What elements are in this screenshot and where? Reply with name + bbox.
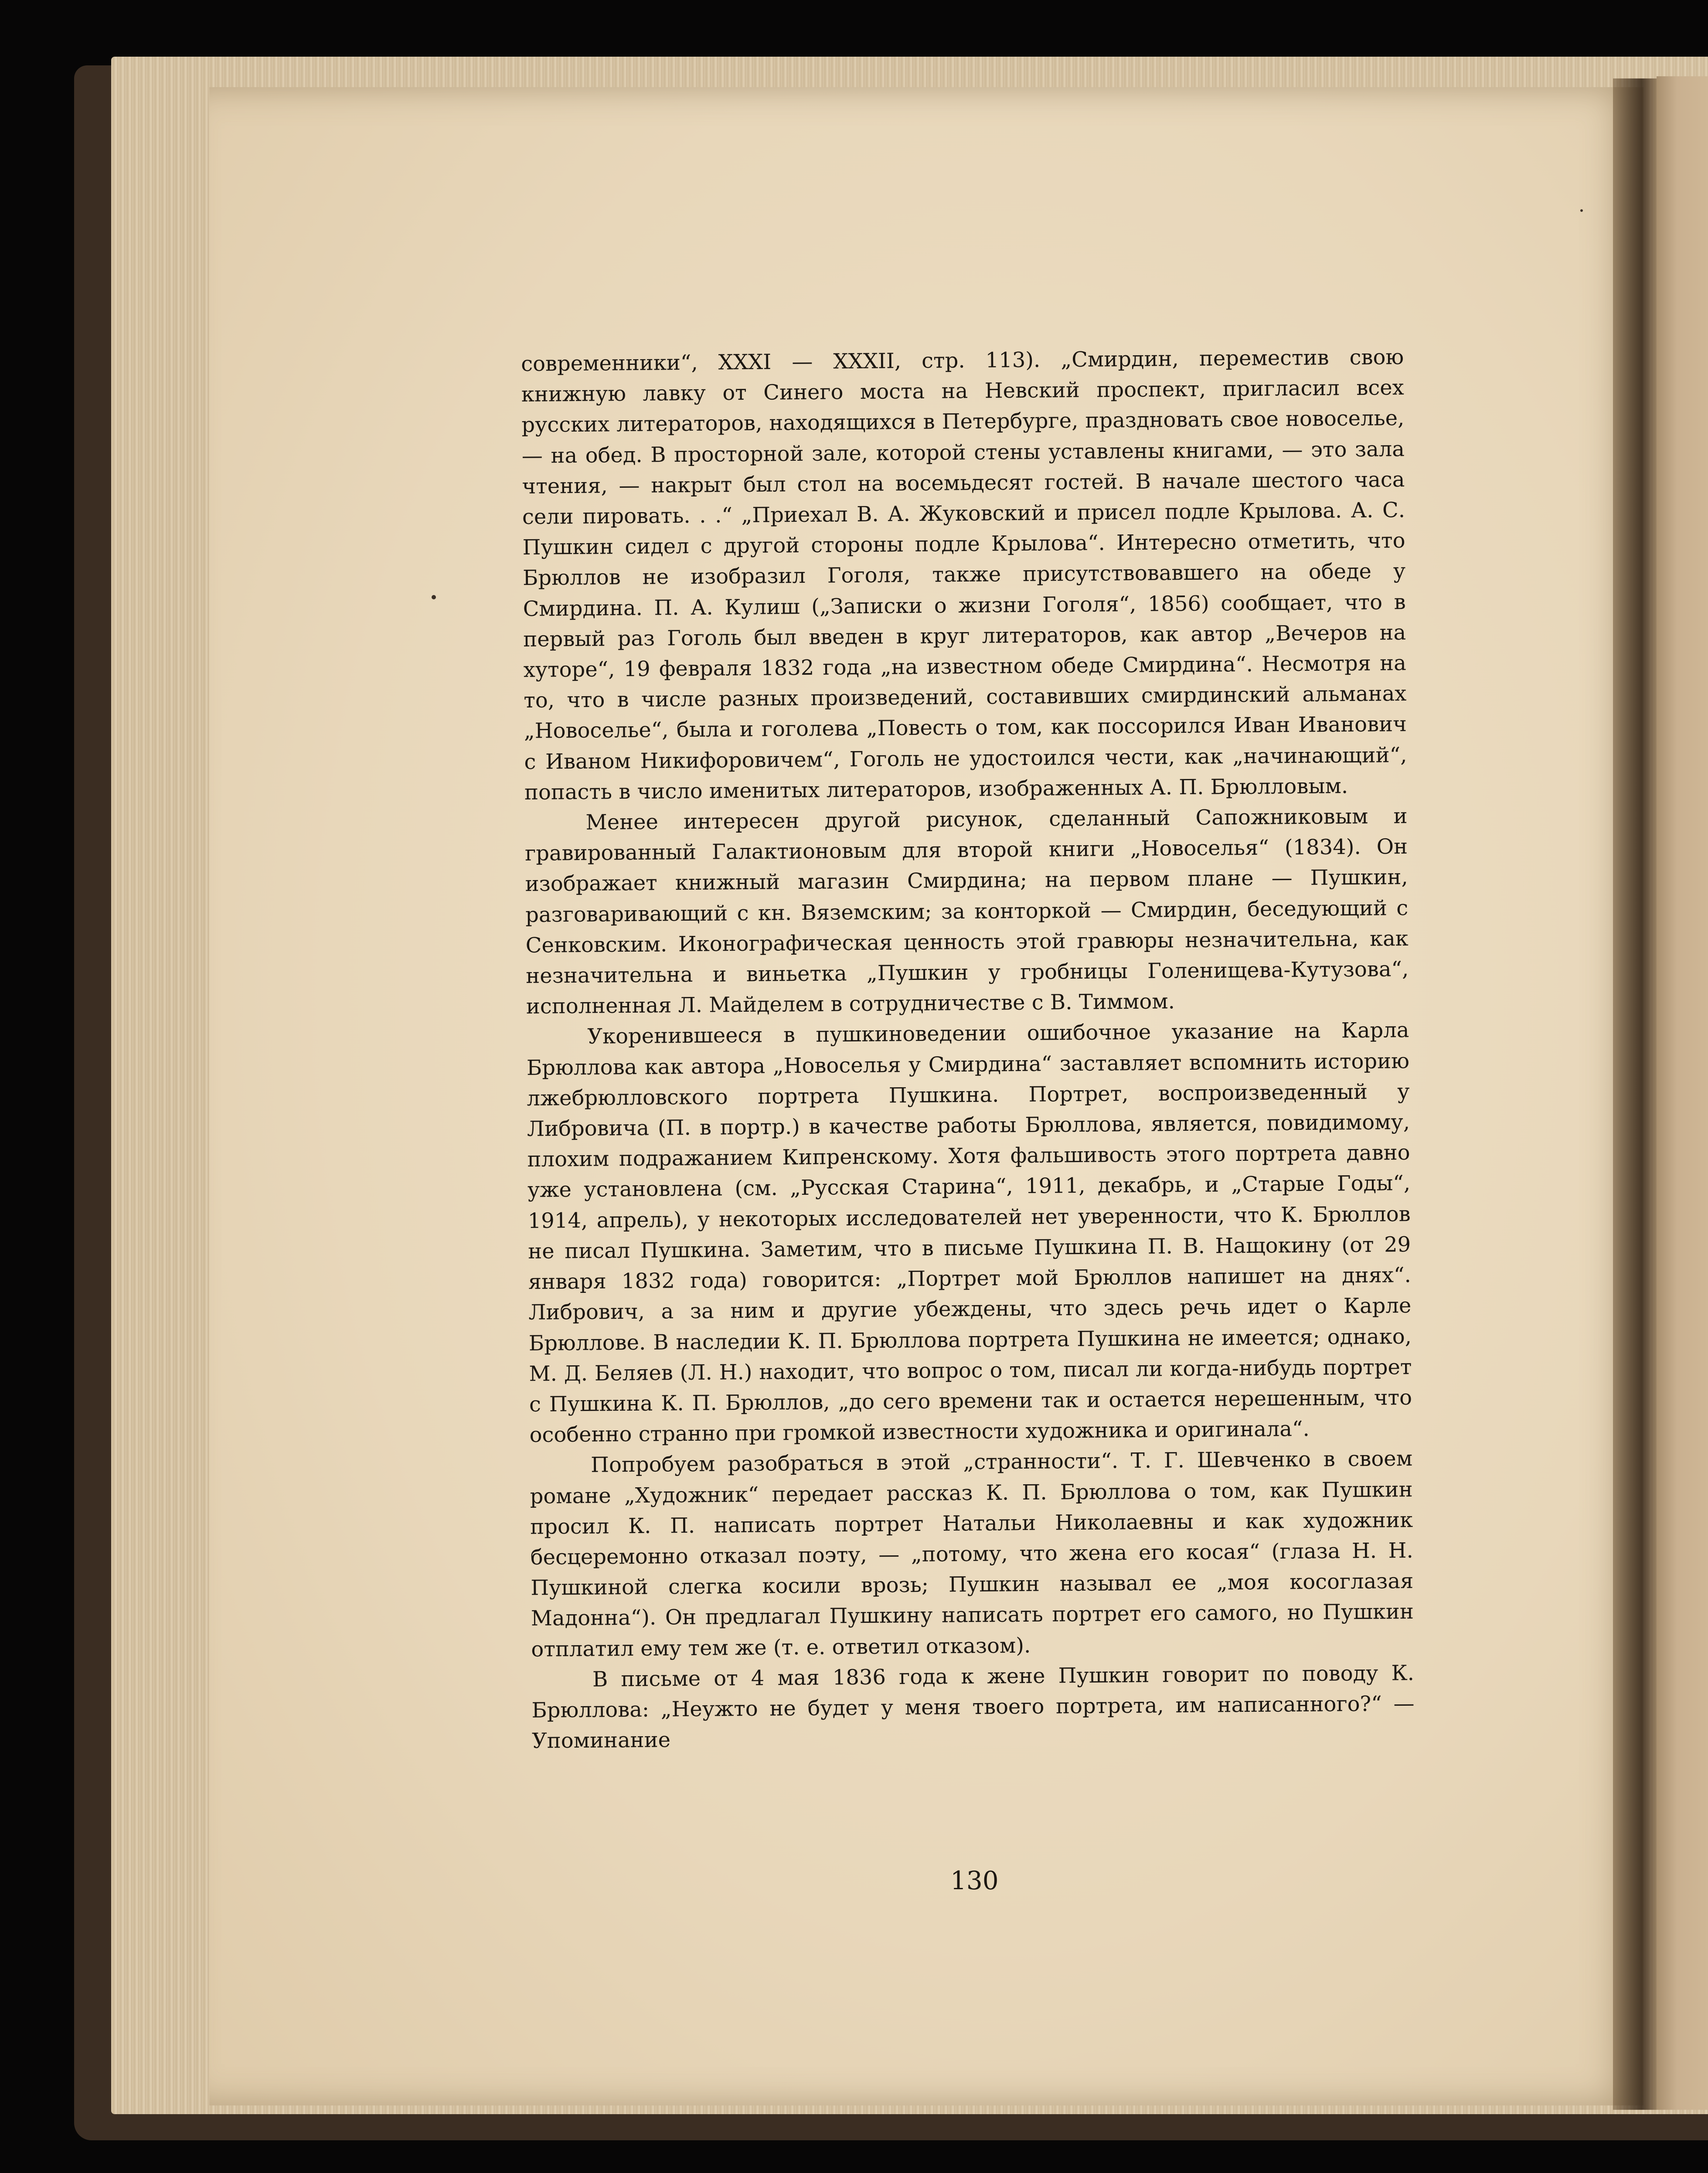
page-speck [1580, 209, 1583, 212]
book-gutter [1613, 78, 1661, 2110]
facing-page [1657, 76, 1708, 2110]
paragraph: Попробуем разобраться в этой „странности“. Т. Г. Шевченко в своем романе „Художник“ передает рассказ К. П. Брюллова о том, как Пушкин просил К. П. написать портрет Натальи Николаевны и как художник бесцеремонно отказал поэту, — „потому, что жена его косая“ (глаза Н. Н. Пушкиной слегка косили врозь; Пушкин называл ее „моя косоглазая Мадонна“). Он предлагал Пушкину написать портрет его самого, но Пушкин отплатил ему тем же (т. е. ответил отказом). [530, 1446, 1414, 1662]
paragraph: современники“, XXXI — XXXII, стр. 113). „Смирдин, переместив свою книжную лавку от Синего моста на Невский проспект, пригласил всех русских литераторов, находящихся в Петербурге, праздновать свое новоселье, — на обед. В просторной зале, которой стены уставлены книгами, — это зала чтения, — накрыт был стол на восемьдесят гостей. В начале шестого часа сели пировать. . .“ „Приехал В. А. Жуковский и присел подле Крылова. А. С. Пушкин сидел с другой стороны подле Крылова“. Интересно отметить, что Брюллов не изобразил Гоголя, также присутствовавшего на обеде у Смирдина. П. А. Кулиш („Записки о жизни Гоголя“, 1856) сообщает, что в первый раз Гоголь был введен в круг литераторов, как автор „Вечеров на хуторе“, 19 февраля 1832 года „на известном обеде Смирдина“. Несмотря на то, что в числе разных произведений, составивших смирдинский альманах „Новоселье“, была и гоголева „Повесть о том, как поссорился Иван Иванович с Иваном Никифоровичем“, Гоголь не удостоился чести, как „начинающий“, попасть в число именитых литераторов, изображенных А. П. Брюлловым. [521, 345, 1407, 805]
paragraph: Менее интересен другой рисунок, сделанный Сапожниковым и гравированный Галактионовым для второй книги „Новоселья“ (1834). Он изображает книжный магазин Смирдина; на первом плане — Пушкин, разговаривающий с кн. Вяземским; за конторкой — Смирдин, беседующий с Сенковским. Иконографическая ценность этой гравюры незначительна, как незначительна и виньетка „Пушкин у гробницы Голенищева-Кутузова“, исполненная Л. Майделем в сотрудничестве с В. Тиммом. [524, 804, 1409, 1019]
paragraph: Укоренившееся в пушкиноведении ошибочное указание на Карла Брюллова как автора „Новоселья у Смирдина“ заставляет вспомнить историю лжебрюлловского портрета Пушкина. Портрет, воспроизведенный у Либровича (П. в портр.) в качестве работы Брюллова, является, повидимому, плохим подражанием Кипренскому. Хотя фальшивость этого портрета давно уже установлена (см. „Русская Старина“, 1911, декабрь, и „Старые Годы“, 1914, апрель), у некоторых исследователей нет уверенности, что К. Брюллов не писал Пушкина. Заметим, что в письме Пушкина П. В. Нащокину (от 29 января 1832 года) говорится: „Портрет мой Брюллов напишет на днях“. Либрович, а за ним и другие убеждены, что здесь речь идет о Карле Брюллове. В наследии К. П. Брюллова портрета Пушкина не имеется; однако, М. Д. Беляев (Л. Н.) находит, что вопрос о том, писал ли когда-нибудь портрет с Пушкина К. П. Брюллов, „до сего времени так и остается нерешенным, что особенно странно при громкой известности художника и оригинала“. [526, 1018, 1412, 1448]
page-speck [432, 595, 436, 599]
page-text [521, 342, 1415, 1756]
page-number: 130 [950, 1866, 999, 1895]
paragraph: В письме от 4 мая 1836 года к жене Пушкин говорит по поводу К. Брюллова: „Неужто не будет у меня твоего портрета, им написанного?“ — Упоминание [531, 1660, 1415, 1754]
